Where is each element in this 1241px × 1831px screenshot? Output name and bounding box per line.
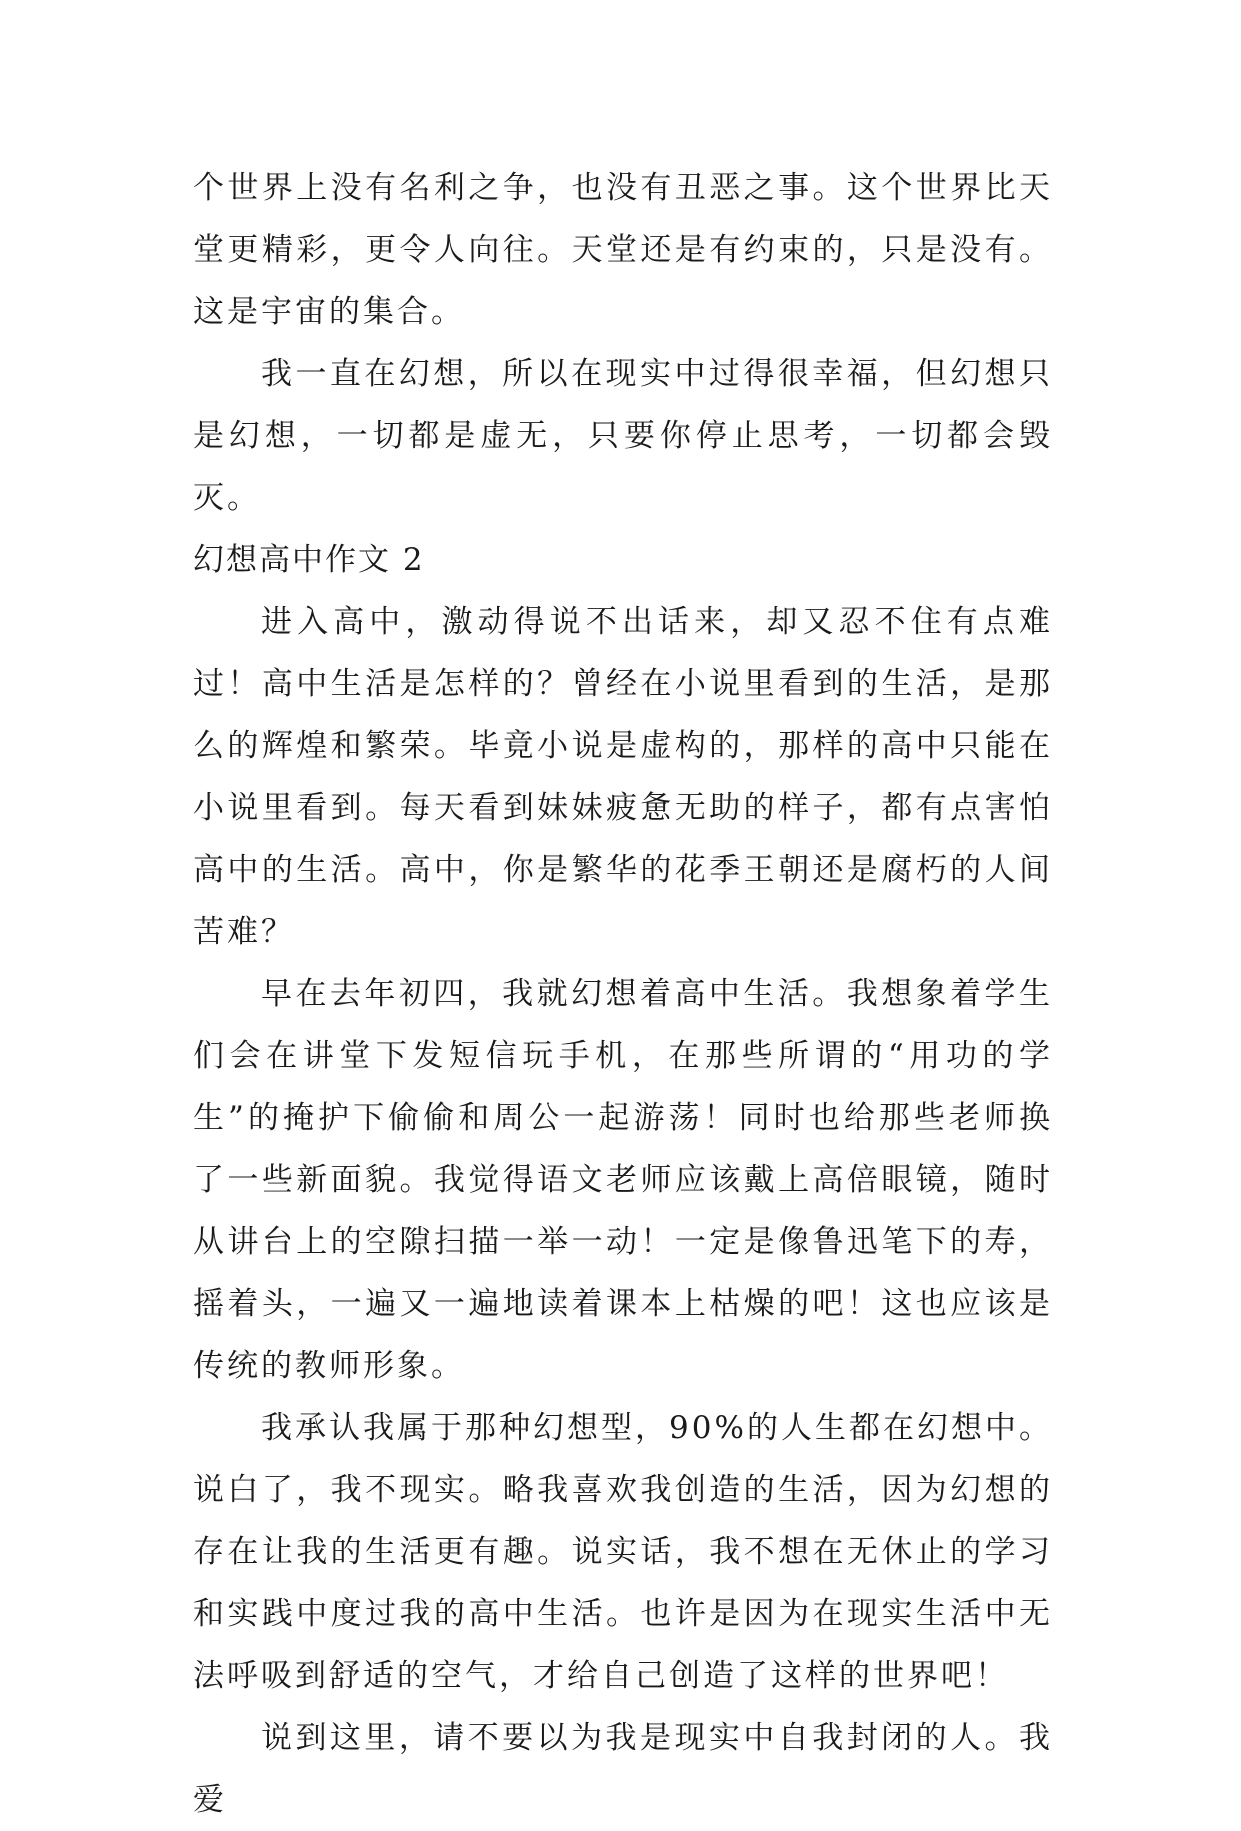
paragraph-5: 我承认我属于那种幻想型，90%的人生都在幻想中。说白了，我不现实。略我喜欢我创造的生活，因为幻想的存在让我的生活更有趣。说实话，我不想在无休止的学习和实践中度过我的高中生活。也许是因为在现实生活中无法呼吸到舒适的空气，才给自己创造了这样的世界吧！	[193, 1410, 1053, 1694]
section-heading: 幻想高中作文 2	[193, 542, 425, 578]
paragraph-1: 个世界上没有名利之争，也没有丑恶之事。这个世界比天堂更精彩，更令人向往。天堂还是有约束的，只是没有。这是宇宙的集合。	[193, 170, 1053, 330]
paragraph-6: 说到这里，请不要以为我是现实中自我封闭的人。我爱	[193, 1720, 1053, 1818]
document-body	[193, 157, 1053, 1831]
paragraph-3: 进入高中，激动得说不出话来，却又忍不住有点难过！高中生活是怎样的？曾经在小说里看到的生活，是那么的辉煌和繁荣。毕竟小说是虚构的，那样的高中只能在小说里看到。每天看到妹妹疲惫无助的样子，都有点害怕高中的生活。高中，你是繁华的花季王朝还是腐朽的人间苦难？	[193, 604, 1053, 950]
paragraph-4: 早在去年初四，我就幻想着高中生活。我想象着学生们会在讲堂下发短信玩手机，在那些所谓的“用功的学生”的掩护下偷偷和周公一起游荡！同时也给那些老师换了一些新面貌。我觉得语文老师应该戴上高倍眼镜，随时从讲台上的空隙扫描一举一动！一定是像鲁迅笔下的寿，摇着头，一遍又一遍地读着课本上枯燥的吧！这也应该是传统的教师形象。	[193, 976, 1053, 1384]
paragraph-2: 我一直在幻想，所以在现实中过得很幸福，但幻想只是幻想，一切都是虚无，只要你停止思考，一切都会毁灭。	[193, 356, 1053, 516]
